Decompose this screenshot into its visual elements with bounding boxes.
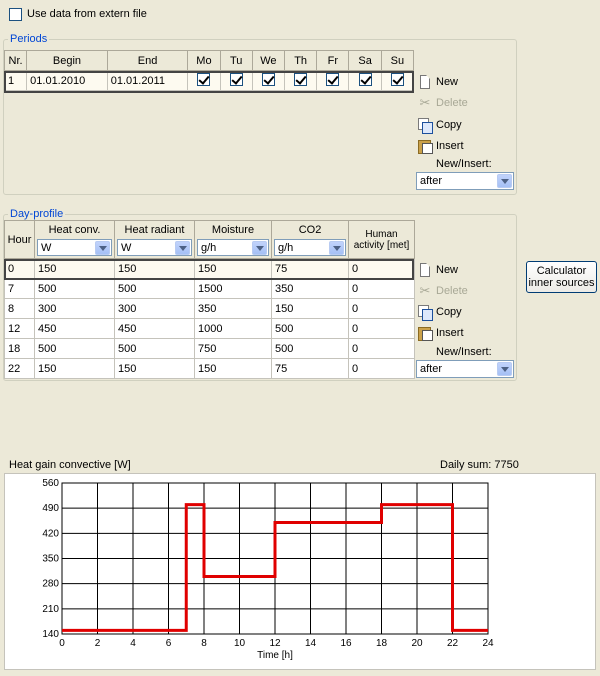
profile-cell[interactable]: 0	[349, 339, 415, 359]
extern-file-checkbox[interactable]	[9, 8, 22, 21]
periods-new-insert-value: after	[420, 175, 443, 187]
scissors-icon: ✂	[419, 283, 431, 298]
periods-new-label: New	[436, 76, 459, 88]
x-tick-label: 2	[94, 638, 101, 649]
day-checkbox[interactable]	[262, 73, 275, 86]
profile-cell[interactable]: 0	[349, 259, 415, 279]
x-tick-label: 24	[482, 638, 494, 649]
periods-insert-label: Insert	[436, 140, 464, 152]
table-row[interactable]	[5, 71, 414, 91]
co2-unit-value: g/h	[278, 242, 294, 254]
paste-icon	[418, 326, 432, 340]
day-checkbox[interactable]	[391, 73, 404, 86]
profile-cell[interactable]: 750	[195, 339, 272, 359]
profile-cell[interactable]: 150	[272, 299, 349, 319]
day-profile-title: Day-profile	[10, 208, 64, 220]
periods-header-mo[interactable]: Mo	[188, 51, 220, 71]
profile-cell[interactable]: 75	[272, 259, 349, 279]
x-tick-label: 16	[340, 638, 352, 649]
periods-header-we[interactable]: We	[252, 51, 284, 71]
periods-new-insert-select[interactable]	[416, 172, 514, 190]
x-tick-label: 10	[233, 638, 246, 649]
profile-header-co2-label: CO2	[298, 224, 322, 236]
period-day-mo[interactable]	[188, 71, 220, 91]
periods-new-insert-label: New/Insert:	[436, 158, 492, 170]
profile-cell[interactable]: 0	[5, 259, 35, 279]
profile-cell[interactable]: 0	[349, 359, 415, 379]
profile-cell[interactable]: 150	[35, 359, 115, 379]
copy-icon	[418, 118, 432, 132]
y-tick-label: 210	[42, 603, 59, 615]
x-tick-label: 14	[304, 638, 317, 649]
profile-cell[interactable]: 500	[35, 339, 115, 359]
period-day-tu[interactable]	[220, 71, 252, 91]
table-row[interactable]	[5, 279, 415, 299]
profile-cell[interactable]: 500	[35, 279, 115, 299]
profile-cell[interactable]: 0	[349, 319, 415, 339]
periods-new-button[interactable]	[418, 73, 458, 91]
period-begin-cell[interactable]: 01.01.2010	[27, 71, 108, 91]
x-axis-label: Time [h]	[257, 650, 293, 661]
profile-cell[interactable]: 150	[195, 259, 272, 279]
profile-header-heat-conv[interactable]	[35, 221, 115, 259]
profile-cell[interactable]: 150	[115, 259, 195, 279]
profile-cell[interactable]: 22	[5, 359, 35, 379]
heat-gain-chart	[4, 473, 596, 670]
profile-cell[interactable]: 150	[115, 359, 195, 379]
period-day-su[interactable]	[381, 71, 413, 91]
y-tick-label: 560	[42, 478, 59, 489]
profile-cell[interactable]: 1000	[195, 319, 272, 339]
period-day-th[interactable]	[285, 71, 317, 91]
profile-cell[interactable]: 150	[35, 259, 115, 279]
heat-conv-unit-select[interactable]	[37, 239, 112, 256]
periods-header-sa[interactable]: Sa	[349, 51, 381, 71]
x-tick-label: 4	[130, 638, 136, 649]
period-nr-cell[interactable]: 1	[5, 71, 27, 91]
x-tick-label: 20	[411, 638, 423, 649]
periods-header-end[interactable]: End	[107, 51, 188, 71]
paste-icon	[418, 139, 432, 153]
table-row[interactable]	[5, 319, 415, 339]
x-tick-label: 6	[165, 638, 172, 649]
heat-conv-unit-value: W	[41, 242, 52, 254]
new-document-icon	[420, 263, 430, 277]
profile-header-hour[interactable]: Hour	[5, 221, 35, 259]
profile-delete-label: Delete	[436, 285, 468, 297]
periods-copy-label: Copy	[436, 119, 462, 131]
chevron-down-icon[interactable]	[175, 241, 190, 255]
profile-header-moisture[interactable]	[195, 221, 272, 259]
profile-cell[interactable]: 7	[5, 279, 35, 299]
chart-title: Heat gain convective [W]	[9, 459, 131, 471]
scissors-icon: ✂	[419, 95, 431, 110]
table-row[interactable]	[5, 259, 415, 279]
chevron-down-icon[interactable]	[252, 241, 267, 255]
y-tick-label: 140	[42, 629, 59, 640]
table-row[interactable]	[5, 359, 415, 379]
profile-cell[interactable]: 18	[5, 339, 35, 359]
periods-header-su[interactable]: Su	[381, 51, 413, 71]
profile-insert-button[interactable]	[418, 324, 464, 342]
copy-icon	[418, 305, 432, 319]
table-row[interactable]	[5, 339, 415, 359]
profile-header-moisture-label: Moisture	[211, 224, 255, 236]
moisture-unit-value: g/h	[201, 242, 217, 254]
periods-insert-button[interactable]	[418, 137, 464, 155]
profile-cell[interactable]: 450	[115, 319, 195, 339]
profile-cell[interactable]: 0	[349, 279, 415, 299]
daily-sum: Daily sum: 7750	[440, 459, 519, 471]
profile-cell[interactable]: 500	[272, 339, 349, 359]
profile-header-human-activity[interactable]: Human activity [met]	[349, 221, 415, 259]
profile-cell[interactable]: 0	[349, 299, 415, 319]
profile-insert-label: Insert	[436, 327, 464, 339]
profile-new-label: New	[436, 264, 459, 276]
profile-cell[interactable]: 150	[195, 359, 272, 379]
period-day-fr[interactable]	[317, 71, 349, 91]
y-tick-label: 420	[42, 528, 59, 540]
profile-header-heat-radiant[interactable]	[115, 221, 195, 259]
chevron-down-icon[interactable]	[95, 241, 110, 255]
profile-cell[interactable]: 300	[35, 299, 115, 319]
y-tick-label: 280	[42, 578, 59, 590]
profile-cell[interactable]: 350	[272, 279, 349, 299]
profile-cell[interactable]: 75	[272, 359, 349, 379]
profile-copy-label: Copy	[436, 306, 462, 318]
profile-cell[interactable]: 500	[272, 319, 349, 339]
profile-header-co2[interactable]	[272, 221, 349, 259]
x-tick-label: 8	[201, 638, 207, 649]
profile-cell[interactable]: 8	[5, 299, 35, 319]
chevron-down-icon[interactable]	[497, 174, 512, 188]
table-row[interactable]	[5, 299, 415, 319]
chevron-down-icon[interactable]	[497, 362, 512, 376]
new-document-icon	[420, 75, 430, 89]
periods-title: Periods	[10, 33, 48, 45]
periods-table	[4, 50, 414, 91]
period-end-cell[interactable]: 01.01.2011	[107, 71, 188, 91]
profile-new-button[interactable]	[418, 261, 458, 279]
x-tick-label: 22	[446, 638, 459, 649]
y-tick-label: 350	[42, 553, 59, 565]
periods-header-th[interactable]: Th	[285, 51, 317, 71]
y-tick-label: 490	[42, 503, 59, 515]
day-profile-table	[4, 220, 415, 379]
profile-cell[interactable]: 500	[115, 339, 195, 359]
profile-cell[interactable]: 1500	[195, 279, 272, 299]
periods-header-nr[interactable]: Nr.	[5, 51, 27, 71]
day-checkbox[interactable]	[326, 73, 339, 86]
x-tick-label: 18	[375, 638, 388, 649]
heat-radiant-unit-value: W	[121, 242, 132, 254]
day-checkbox[interactable]	[359, 73, 372, 86]
day-checkbox[interactable]	[197, 73, 210, 86]
chevron-down-icon[interactable]	[329, 241, 344, 255]
profile-header-heat-conv-label: Heat conv.	[48, 224, 101, 236]
profile-header-heat-radiant-label: Heat radiant	[124, 224, 185, 236]
periods-delete-button[interactable]	[418, 94, 468, 112]
profile-cell[interactable]: 350	[195, 299, 272, 319]
calculator-inner-sources-button[interactable]: Calculator inner sources	[526, 261, 597, 293]
periods-header-tu[interactable]: Tu	[220, 51, 252, 71]
x-tick-label: 0	[59, 638, 65, 649]
period-day-we[interactable]	[252, 71, 284, 91]
profile-new-insert-label: New/Insert:	[436, 346, 492, 358]
heat-radiant-unit-select[interactable]	[117, 239, 192, 256]
profile-delete-button[interactable]	[418, 282, 468, 300]
profile-cell[interactable]: 450	[35, 319, 115, 339]
profile-copy-button[interactable]	[418, 303, 462, 321]
periods-header-begin[interactable]: Begin	[27, 51, 108, 71]
period-day-sa[interactable]	[349, 71, 381, 91]
periods-header-fr[interactable]: Fr	[317, 51, 349, 71]
profile-cell[interactable]: 300	[115, 299, 195, 319]
periods-copy-button[interactable]	[418, 116, 462, 134]
profile-cell[interactable]: 12	[5, 319, 35, 339]
co2-unit-select[interactable]	[274, 239, 346, 256]
day-checkbox[interactable]	[230, 73, 243, 86]
profile-cell[interactable]: 500	[115, 279, 195, 299]
profile-new-insert-value: after	[420, 363, 443, 375]
day-checkbox[interactable]	[294, 73, 307, 86]
x-tick-label: 12	[269, 638, 281, 649]
profile-new-insert-select[interactable]	[416, 360, 514, 378]
periods-delete-label: Delete	[436, 97, 468, 109]
moisture-unit-select[interactable]	[197, 239, 269, 256]
extern-file-label: Use data from extern file	[27, 8, 147, 20]
